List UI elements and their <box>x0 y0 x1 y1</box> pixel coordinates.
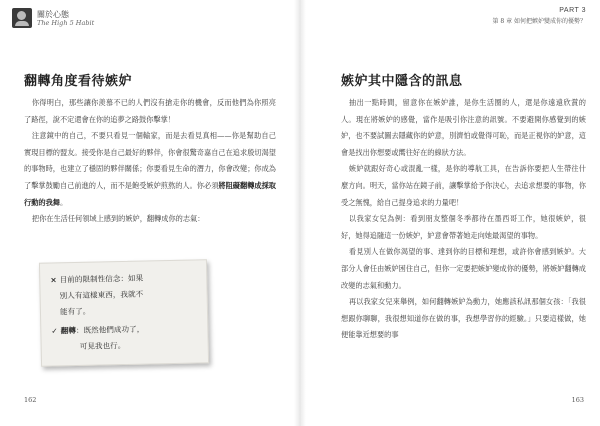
paragraph: 嫉妒就跟好奇心或混亂一樣，是你的導航工具，在告訴你要把人生帶往什麼方向。明天，當你站在鏡子前，讓擊掌給予你決心，去追求想要的事物，你受之無愧，給自己提身追求的力量吧！ <box>341 164 586 207</box>
part-label: PART 3 <box>559 7 586 14</box>
check-icon: ✓ <box>51 326 58 336</box>
page-number: 163 <box>571 396 584 404</box>
right-page <box>304 0 600 426</box>
series-title-en: The High 5 Habit <box>37 19 95 27</box>
body-text <box>24 95 276 228</box>
portrait-icon <box>12 8 32 28</box>
series-title: 關於心態 <box>37 10 69 19</box>
paragraph: 你得明白，那些讓你羨慕不已的人們沒有搶走你的機會，反而他們為你照亮了路徑，說不定還會在你的追夢之路鼓你擊掌！ <box>24 98 276 124</box>
section-title: 翻轉角度看待嫉妒 <box>24 74 133 89</box>
paragraph: 看見別人在做你渴望的事、達到你的目標和理想，或許你會感到嫉妒。大部分人會任由嫉妒困住自己，但你一定要把嫉妒變成你的優勢，將嫉妒翻轉成改變的志氣和動力。 <box>341 247 586 290</box>
paragraph: 把你在生活任何領域上感到的嫉妒，翻轉成你的志氣： <box>31 214 205 224</box>
chapter-label: 第 8 章 如何把嫉妒變成你的優勢？ <box>492 18 586 25</box>
note-line: × 目前的限制性信念：如果 <box>50 273 144 285</box>
left-page <box>0 0 296 426</box>
note-line: 能有了。 <box>59 306 91 317</box>
sticky-note <box>39 259 209 366</box>
paragraph: 以我家女兒為例：看到朋友整個冬季都待在墨西哥工作，她很嫉妒，很好，她得追隨這一份嫉妒，妒意會帶著她走向她最渴望的事物。 <box>341 214 586 240</box>
paragraph: 注意鏡中的自己，不要只看見一個輸家，而是去看見真相——你是幫助自己實現目標的盟友。接受你是自己最好的夥伴，你會很驚奇嘉自己在追求殷切渴望的事物時，也建立了穩固的夥伴關係；你要看見生命的潛力，你會改變；你成為了擊掌鼓勵自己前進的人，而不是飽受嫉妒煎熬的人。你必須將阻礙翻轉成採取行動的我舞。 <box>24 131 276 207</box>
note-line: 可見我也行。 <box>79 340 126 351</box>
note-line: 別人有這樣東西，我就不 <box>59 289 144 301</box>
emphasis-text: 將阻礙翻轉成採取行動的我舞 <box>24 180 276 207</box>
running-header-right <box>492 7 586 25</box>
body-text <box>341 95 586 344</box>
paragraph: 抽出一點時間，留意你在嫉妒誰，是你生活圈的人，還是你遠遠欣賞的人。現在將嫉妒的感覺，當作是吸引你注意的訊號。不要避開你感覺到的嫉妒，也不要試圖去隱藏你的妒意，別濟怕或覺得可恥，而是正視你的妒意，這會是找出你想要或嚮往好在的線狀方法。 <box>341 98 586 157</box>
page-number: 162 <box>24 396 37 404</box>
note-line: ✓ 翻轉：既然他們成功了， <box>51 324 145 336</box>
cross-icon: × <box>50 275 57 285</box>
paragraph: 再以我家女兒來舉例，如何翻轉嫉妒為動力，她應該私訊那個女孩：「我很想跟你聊聊，我很想知道你在做的事，我想學習你的經驗。」只要這樣做，她便能靠近想要的事 <box>341 297 586 340</box>
section-title: 嫉妒其中隱含的訊息 <box>341 74 463 89</box>
